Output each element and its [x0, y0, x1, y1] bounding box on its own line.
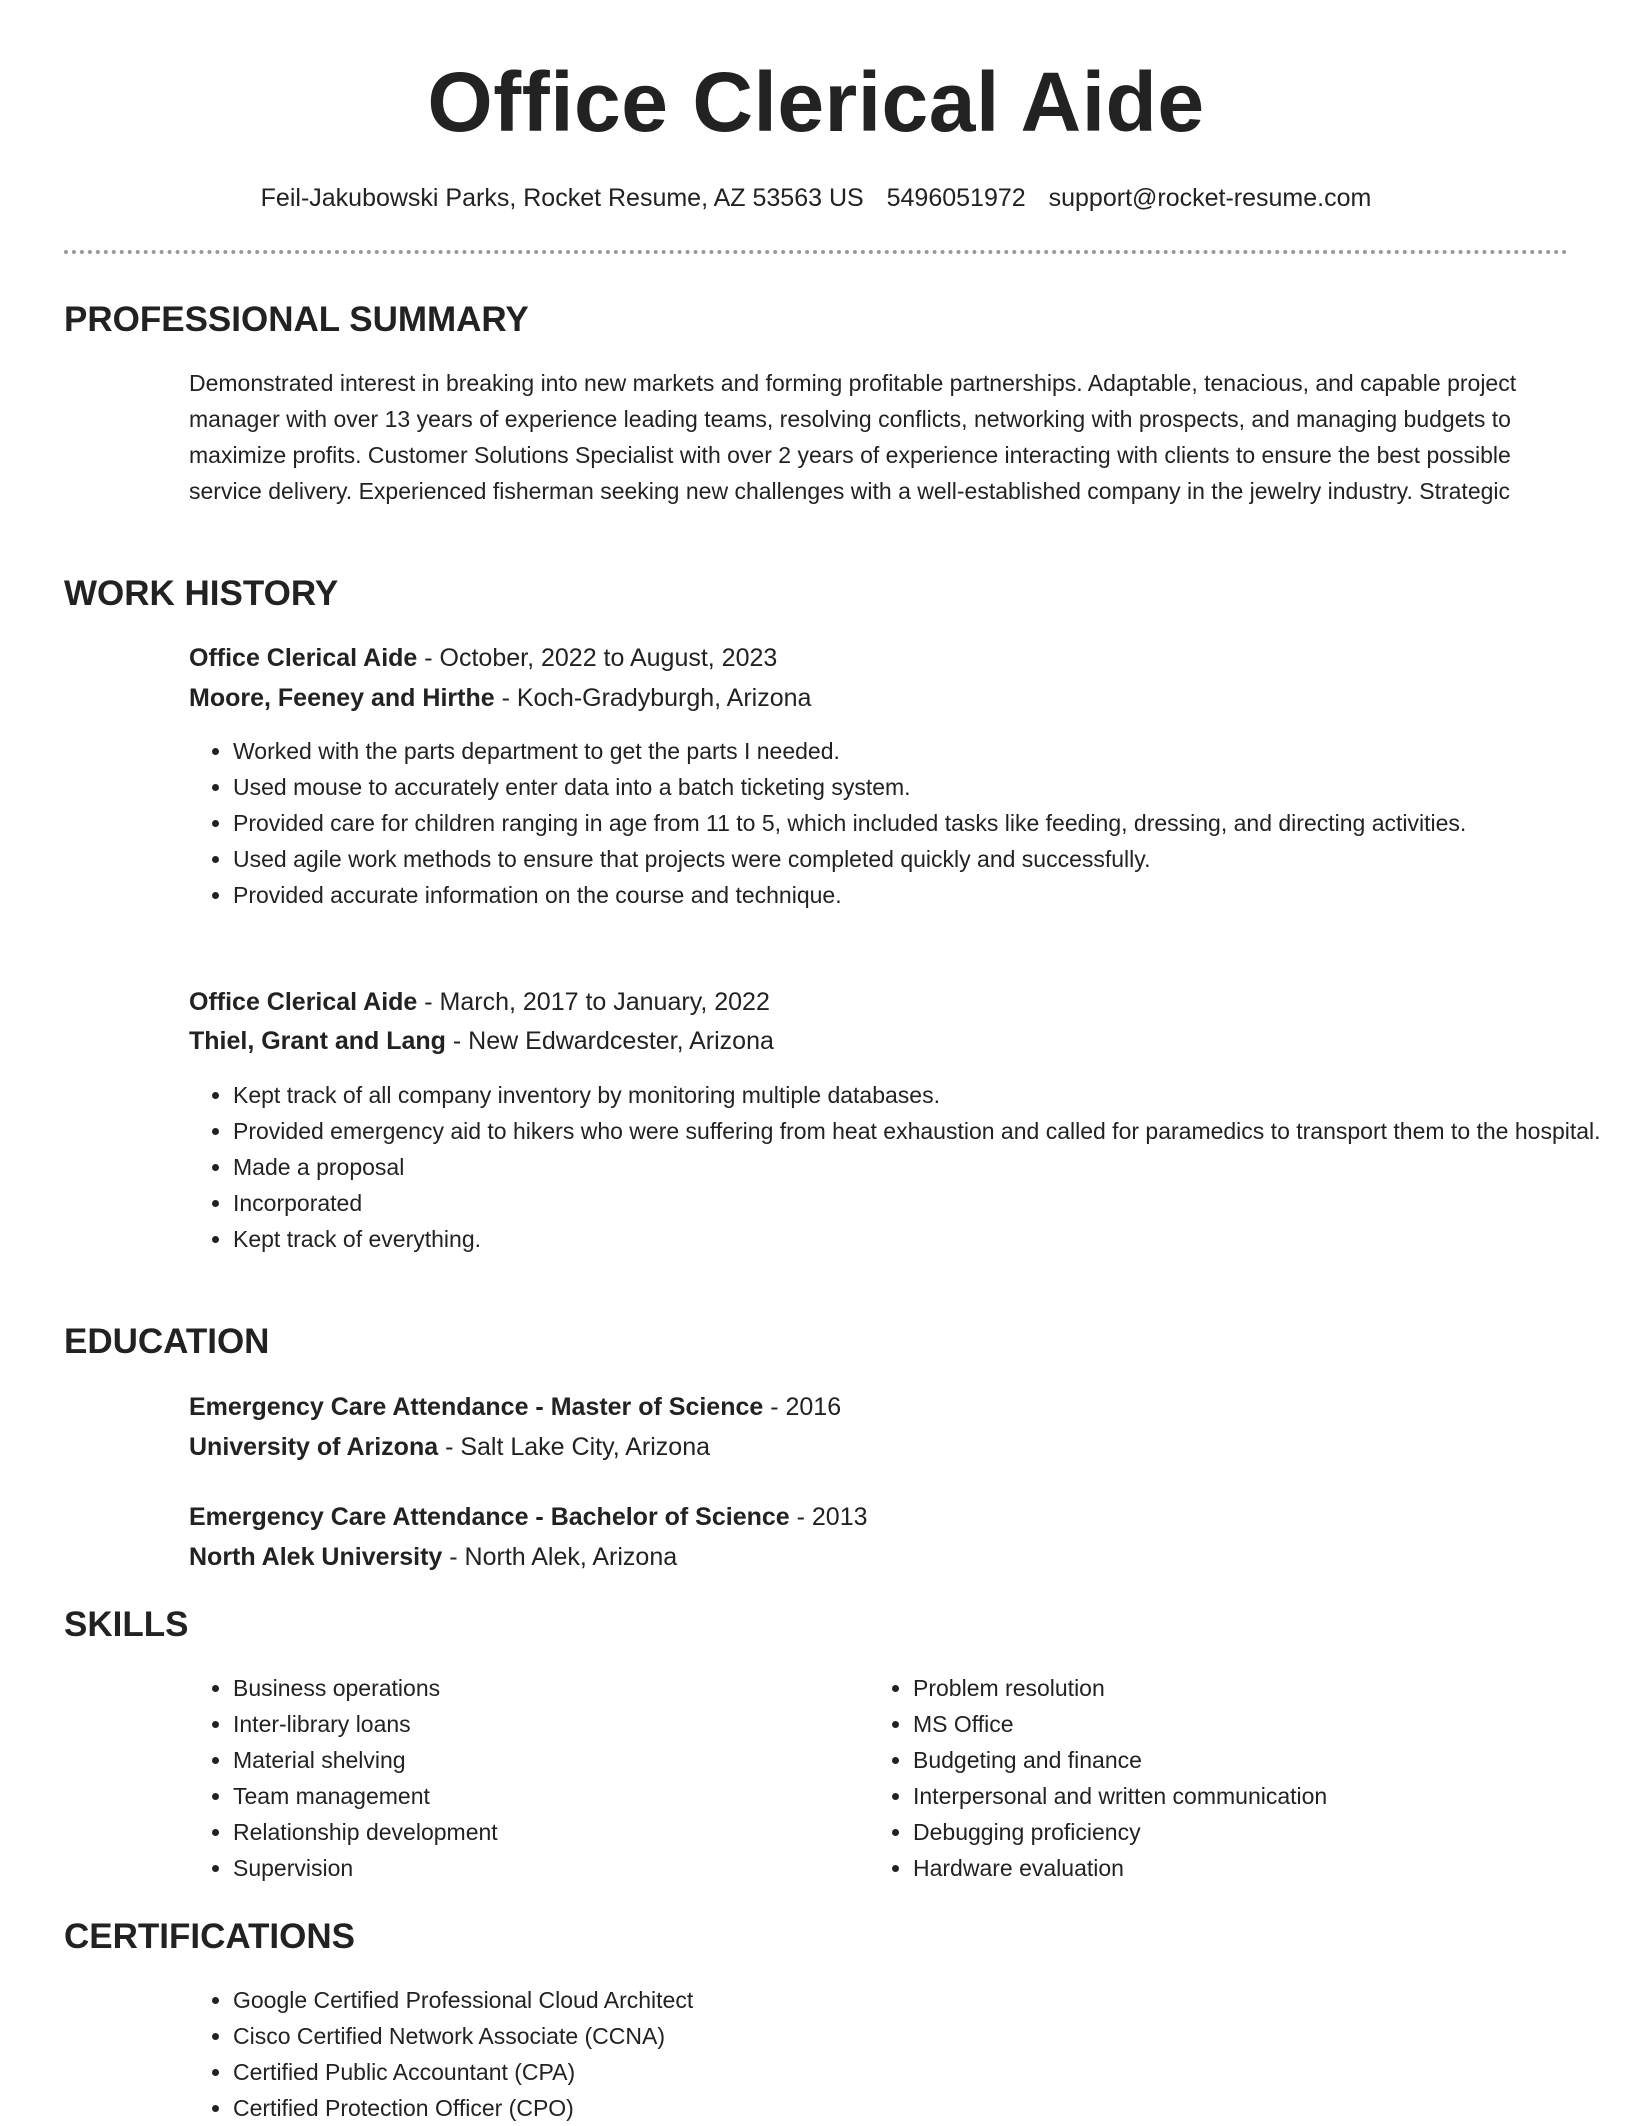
list-item: • Google Certified Professional Cloud Architect [233, 1982, 1613, 2018]
job-dates: - March, 2017 to January, 2022 [417, 988, 770, 1016]
education-year: - 2016 [763, 1393, 842, 1421]
education-location: - Salt Lake City, Arizona [438, 1433, 710, 1461]
job-company-line [189, 1024, 774, 1058]
job-bullets [189, 733, 1613, 913]
contact-address: Feil-Jakubowski Parks, Rocket Resume, AZ 53563 US [260, 184, 864, 212]
list-item: • Interpersonal and written communication [913, 1778, 1533, 1814]
education-year: - 2013 [789, 1503, 868, 1531]
education-degree-line [189, 1500, 868, 1534]
education-location: - North Alek, Arizona [442, 1543, 678, 1571]
list-item: • Used agile work methods to ensure that projects were completed quickly and successfully. [233, 841, 1613, 877]
list-item: • Made a proposal [233, 1149, 1613, 1185]
section-title-work: WORK HISTORY [64, 574, 339, 613]
list-item: • Problem resolution [913, 1670, 1533, 1706]
job-title-line [189, 985, 770, 1019]
list-item: • Debugging proficiency [913, 1814, 1533, 1850]
job-title-line [189, 641, 777, 675]
education-school-line [189, 1540, 677, 1574]
list-item: • Kept track of all company inventory by monitoring multiple databases. [233, 1077, 1613, 1113]
section-title-skills: SKILLS [64, 1605, 189, 1644]
list-item: • Kept track of everything. [233, 1221, 1613, 1257]
list-item: • Business operations [233, 1670, 853, 1706]
resume-name: Office Clerical Aide [427, 55, 1205, 149]
job-company: Thiel, Grant and Lang [189, 1027, 446, 1055]
job-company-line [189, 681, 811, 715]
list-item: • Material shelving [233, 1742, 853, 1778]
list-item: • Provided emergency aid to hikers who were suffering from heat exhaustion and called for paramedics to transport them to the hospital. [233, 1113, 1613, 1149]
contact-phone: 5496051972 [886, 184, 1026, 212]
list-item: • Incorporated [233, 1185, 1613, 1221]
job-dates: - October, 2022 to August, 2023 [417, 644, 778, 672]
contact-line [0, 181, 1632, 215]
list-item: • MS Office [913, 1706, 1533, 1742]
list-item: • Inter-library loans [233, 1706, 853, 1742]
education-school: University of Arizona [189, 1433, 439, 1461]
job-company: Moore, Feeney and Hirthe [189, 684, 495, 712]
list-item: • Certified Protection Officer (CPO) [233, 2090, 1613, 2126]
section-title-education: EDUCATION [64, 1322, 270, 1361]
list-item: • Budgeting and finance [913, 1742, 1533, 1778]
list-item: • Certified Public Accountant (CPA) [233, 2054, 1613, 2090]
education-degree: Emergency Care Attendance - Bachelor of Science [189, 1503, 790, 1531]
contact-email: support@rocket-resume.com [1048, 184, 1372, 212]
section-title-certifications: CERTIFICATIONS [64, 1917, 356, 1956]
education-degree-line [189, 1390, 841, 1424]
list-item: • Provided accurate information on the course and technique. [233, 877, 1613, 913]
job-bullets [189, 1077, 1613, 1257]
list-item: • Used mouse to accurately enter data into a batch ticketing system. [233, 769, 1613, 805]
education-degree: Emergency Care Attendance - Master of Science [189, 1393, 764, 1421]
list-item: • Cisco Certified Network Associate (CCNA) [233, 2018, 1613, 2054]
list-item: • Relationship development [233, 1814, 853, 1850]
list-item: • Worked with the parts department to get the parts I needed. [233, 733, 1613, 769]
list-item: • Team management [233, 1778, 853, 1814]
education-school-line [189, 1430, 710, 1464]
certifications-list [189, 1982, 1613, 2126]
list-item: • Hardware evaluation [913, 1850, 1533, 1886]
list-item: • Supervision [233, 1850, 853, 1886]
job-location: - New Edwardcester, Arizona [445, 1027, 774, 1055]
list-item: • Provided care for children ranging in age from 11 to 5, which included tasks like feeding, dressing, and directing activities. [233, 805, 1613, 841]
education-school: North Alek University [189, 1543, 443, 1571]
summary-text: Demonstrated interest in breaking into new markets and forming profitable partnerships. Adaptable, tenacious, and capable project manager with over 13 years of experience leading teams, resolving conflicts, networking with prospects, and managing budgets to maximize profits. Customer Solutions Specialist with over 2 years of experience interacting with clients to ensure the best possible service delivery. Experienced fisherman seeking new challenges with a well-established company in the jewelry industry. Strategic [189, 370, 1517, 504]
job-title: Office Clerical Aide [189, 988, 418, 1016]
skills-list-right [869, 1670, 1533, 1886]
job-location: - Koch-Gradyburgh, Arizona [494, 684, 812, 712]
header-divider [64, 250, 1568, 254]
job-title: Office Clerical Aide [189, 644, 418, 672]
section-title-summary: PROFESSIONAL SUMMARY [64, 300, 529, 339]
skills-list-left [189, 1670, 853, 1886]
